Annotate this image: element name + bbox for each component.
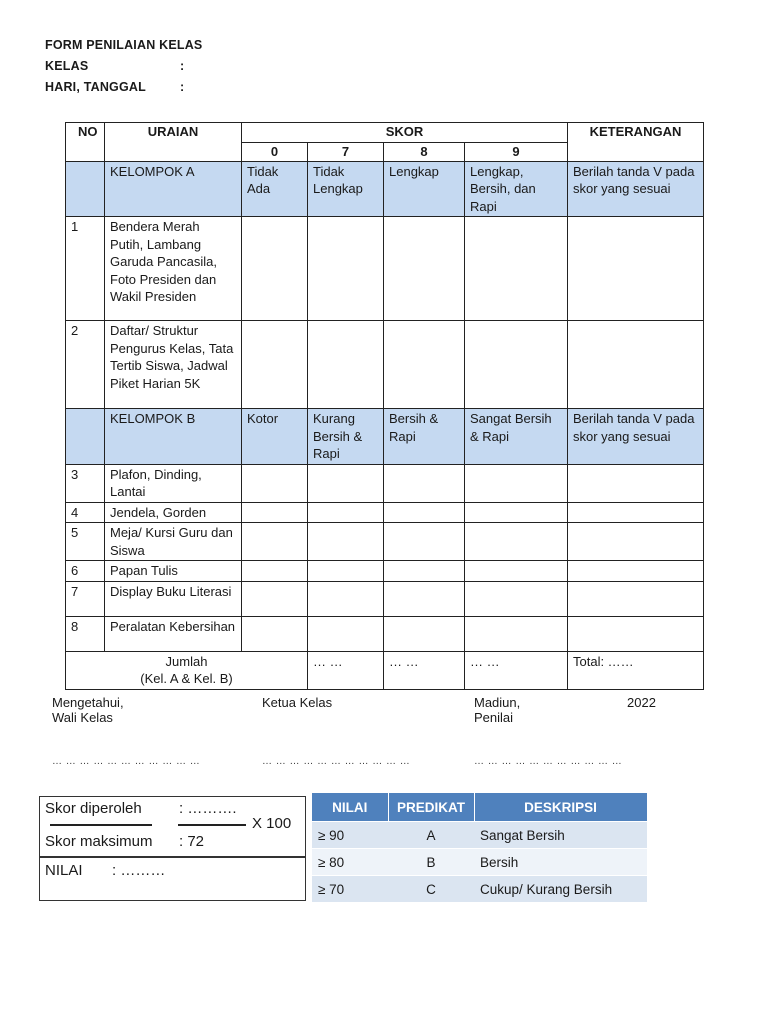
group-a-no <box>66 161 105 217</box>
jumlah-row <box>66 651 704 689</box>
group-a-name: KELOMPOK A <box>105 161 242 217</box>
predikat-header-predikat: PREDIKAT <box>388 793 474 822</box>
score-cell-0[interactable] <box>242 321 308 409</box>
score-cell-9[interactable] <box>465 217 568 321</box>
score-cell-8[interactable] <box>384 616 465 651</box>
group-b-no <box>66 409 105 465</box>
skor-diperoleh-value[interactable]: : ………. <box>179 800 237 817</box>
group-a-level-9: Lengkap, Bersih, dan Rapi <box>465 161 568 217</box>
keterangan-cell[interactable] <box>568 561 704 582</box>
header-no: NO <box>66 123 105 162</box>
score-formula-box <box>39 796 306 857</box>
multiplier-text: X 100 <box>252 815 292 832</box>
score-cell-0[interactable] <box>242 616 308 651</box>
row-no: 1 <box>66 217 105 321</box>
group-a-level-8: Lengkap <box>384 161 465 217</box>
row-no: 7 <box>66 581 105 616</box>
row-uraian: Display Buku Literasi <box>105 581 242 616</box>
jumlah-line2: (Kel. A & Kel. B) <box>140 671 233 686</box>
form-title-text: FORM PENILAIAN KELAS <box>45 38 203 52</box>
ketua-kelas-text: Ketua Kelas <box>262 695 333 710</box>
nilai-label: NILAI <box>45 862 83 879</box>
predikat-row <box>312 822 647 849</box>
group-b-level-9: Sangat Bersih & Rapi <box>465 409 568 465</box>
nilai-value[interactable]: : ……… <box>112 862 166 879</box>
header-skor: SKOR <box>242 123 568 143</box>
predikat-deskripsi: Cukup/ Kurang Bersih <box>474 876 647 903</box>
row-uraian: Peralatan Kebersihan <box>105 616 242 651</box>
row-no: 6 <box>66 561 105 582</box>
score-cell-8[interactable] <box>384 581 465 616</box>
mengetahui-text: Mengetahui, <box>52 695 124 710</box>
fraction-line-left <box>50 824 152 826</box>
score-cell-9[interactable] <box>465 464 568 502</box>
row-no: 4 <box>66 502 105 523</box>
predikat-deskripsi: Bersih <box>474 849 647 876</box>
table-row <box>66 561 704 582</box>
row-uraian: Papan Tulis <box>105 561 242 582</box>
group-a-row <box>66 161 704 217</box>
keterangan-cell[interactable] <box>568 523 704 561</box>
score-7: 7 <box>308 143 384 162</box>
group-b-level-7: Kurang Bersih & Rapi <box>308 409 384 465</box>
score-cell-9[interactable] <box>465 561 568 582</box>
kelas-colon: : <box>180 59 185 73</box>
score-cell-7[interactable] <box>308 502 384 523</box>
row-uraian: Meja/ Kursi Guru dan Siswa <box>105 523 242 561</box>
row-no: 8 <box>66 616 105 651</box>
row-uraian: Daftar/ Struktur Pengurus Kelas, Tata Tertib Siswa, Jadwal Piket Harian 5K <box>105 321 242 409</box>
score-cell-9[interactable] <box>465 321 568 409</box>
table-row <box>66 581 704 616</box>
predikat-header-nilai: NILAI <box>312 793 388 822</box>
predikat-row <box>312 849 647 876</box>
table-row <box>66 217 704 321</box>
score-0: 0 <box>242 143 308 162</box>
header-keterangan: KETERANGAN <box>568 123 704 162</box>
row-no: 2 <box>66 321 105 409</box>
row-uraian: Plafon, Dinding, Lantai <box>105 464 242 502</box>
row-uraian: Jendela, Gorden <box>105 502 242 523</box>
score-cell-7[interactable] <box>308 616 384 651</box>
predikat-grade: A <box>388 822 474 849</box>
predikat-row <box>312 876 647 903</box>
jumlah-8[interactable]: … … <box>384 651 465 689</box>
jumlah-9[interactable]: … … <box>465 651 568 689</box>
table-row <box>66 321 704 409</box>
hari-tanggal-row <box>45 80 185 94</box>
keterangan-cell[interactable] <box>568 502 704 523</box>
score-cell-7[interactable] <box>308 217 384 321</box>
score-cell-7[interactable] <box>308 523 384 561</box>
total-cell[interactable]: Total: …… <box>568 651 704 689</box>
score-cell-0[interactable] <box>242 523 308 561</box>
predikat-nilai: ≥ 70 <box>312 876 388 903</box>
signature-wali-kelas <box>52 695 124 725</box>
score-cell-7[interactable] <box>308 321 384 409</box>
score-cell-8[interactable] <box>384 217 465 321</box>
table-row <box>66 523 704 561</box>
predikat-nilai: ≥ 90 <box>312 822 388 849</box>
score-cell-7[interactable] <box>308 561 384 582</box>
table-row <box>66 464 704 502</box>
score-cell-8[interactable] <box>384 321 465 409</box>
keterangan-cell[interactable] <box>568 321 704 409</box>
score-cell-9[interactable] <box>465 523 568 561</box>
group-a-level-0: Tidak Ada <box>242 161 308 217</box>
signature-year: 2022 <box>627 695 656 710</box>
score-cell-8[interactable] <box>384 523 465 561</box>
predikat-header-deskripsi: DESKRIPSI <box>474 793 647 822</box>
penilai-text: Penilai <box>474 710 514 725</box>
assessment-table <box>65 122 704 690</box>
skor-diperoleh-label: Skor diperoleh <box>45 800 142 817</box>
group-b-level-8: Bersih & Rapi <box>384 409 465 465</box>
kelas-label: KELAS <box>45 59 89 73</box>
keterangan-cell[interactable] <box>568 581 704 616</box>
group-b-row <box>66 409 704 465</box>
score-cell-7[interactable] <box>308 464 384 502</box>
wali-kelas-text: Wali Kelas <box>52 710 113 725</box>
hari-tanggal-label: HARI, TANGGAL <box>45 80 146 94</box>
group-b-name: KELOMPOK B <box>105 409 242 465</box>
hari-tanggal-colon: : <box>180 80 185 94</box>
predikat-table <box>312 793 648 902</box>
kelas-row <box>45 59 185 73</box>
keterangan-cell[interactable] <box>568 616 704 651</box>
predikat-deskripsi: Sangat Bersih <box>474 822 647 849</box>
jumlah-line1: Jumlah <box>165 653 208 669</box>
score-cell-8[interactable] <box>384 464 465 502</box>
group-a-note: Berilah tanda V pada skor yang sesuai <box>568 161 704 217</box>
score-cell-0[interactable] <box>242 217 308 321</box>
score-9: 9 <box>465 143 568 162</box>
score-cell-9[interactable] <box>465 502 568 523</box>
row-uraian: Bendera Merah Putih, Lambang Garuda Pancasila, Foto Presiden dan Wakil Presiden <box>105 217 242 321</box>
score-cell-0[interactable] <box>242 502 308 523</box>
table-row <box>66 616 704 651</box>
madiun-text: Madiun, <box>474 695 521 710</box>
wali-kelas-signature-line: … … … … … … … … … … … <box>52 756 201 767</box>
signature-ketua-kelas <box>262 695 332 710</box>
ketua-kelas-signature-line: … … … … … … … … … … … <box>262 756 411 767</box>
score-cell-8[interactable] <box>384 502 465 523</box>
form-title <box>45 38 202 52</box>
predikat-grade: B <box>388 849 474 876</box>
row-no: 3 <box>66 464 105 502</box>
score-cell-0[interactable] <box>242 464 308 502</box>
nilai-box <box>39 857 306 901</box>
score-cell-7[interactable] <box>308 581 384 616</box>
score-8: 8 <box>384 143 465 162</box>
score-cell-0[interactable] <box>242 561 308 582</box>
fraction-line-right <box>178 824 246 826</box>
table-row <box>66 502 704 523</box>
predikat-nilai: ≥ 80 <box>312 849 388 876</box>
penilai-signature-line: … … … … … … … … … … … <box>474 756 623 767</box>
jumlah-7[interactable]: … … <box>308 651 384 689</box>
score-cell-8[interactable] <box>384 561 465 582</box>
group-b-level-0: Kotor <box>242 409 308 465</box>
keterangan-cell[interactable] <box>568 464 704 502</box>
header-uraian: URAIAN <box>105 123 242 162</box>
skor-maksimum-value: : 72 <box>179 833 205 850</box>
score-cell-9[interactable] <box>465 616 568 651</box>
jumlah-label <box>66 651 308 689</box>
signature-penilai <box>474 695 520 725</box>
group-b-note: Berilah tanda V pada skor yang sesuai <box>568 409 704 465</box>
score-cell-9[interactable] <box>465 581 568 616</box>
predikat-grade: C <box>388 876 474 903</box>
score-cell-0[interactable] <box>242 581 308 616</box>
group-a-level-7: Tidak Lengkap <box>308 161 384 217</box>
skor-maksimum-label: Skor maksimum <box>45 833 153 850</box>
keterangan-cell[interactable] <box>568 217 704 321</box>
row-no: 5 <box>66 523 105 561</box>
